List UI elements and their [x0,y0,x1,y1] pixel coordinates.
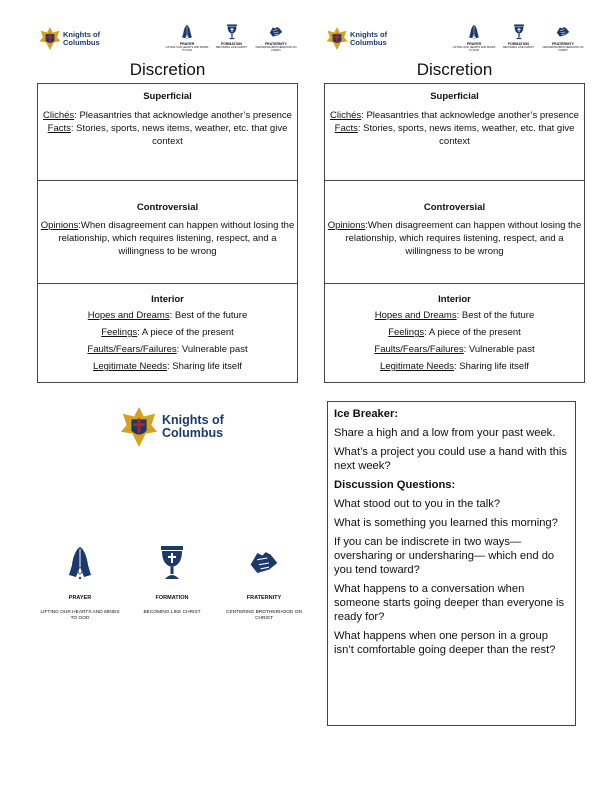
logo-line2: Columbus [162,426,224,440]
pillar-fraternity [541,24,585,52]
cliches-line [325,109,584,122]
icebreaker-item: Share a high and a low from your past week. [334,427,556,439]
pillars-row-large [38,545,306,622]
facts-line [38,122,297,148]
logo-line2: Columbus [350,37,387,47]
pillars-row [165,24,298,52]
cliches-term: Clichés [330,110,362,121]
interior-item [325,360,584,373]
icebreaker-heading: Ice Breaker: [334,408,399,420]
opinions-term: Opinions [40,220,79,231]
interior-text: : Sharing life itself [166,361,242,372]
opinions-line [325,219,584,258]
kofc-emblem-icon [120,406,158,448]
kofc-logo [39,26,100,51]
logo-line1: Knights of [350,29,388,39]
pillar-subtitle: CENTERING BROTHERHOOD ON CHRIST [226,610,302,621]
interior-item [325,343,584,356]
discretion-card-left [37,24,298,383]
interior-term: Faults/Fears/Failures [87,344,177,355]
section-interior [38,284,297,382]
facts-term: Facts [334,123,358,134]
discretion-table [37,83,298,383]
handshake-icon [269,24,283,40]
facts-text: : Stories, sports, news items, weather, etc. that give context [70,123,288,147]
interior-item [325,309,584,322]
section-heading: Superficial [143,91,192,102]
chalice-icon [512,24,526,40]
interior-item [38,360,297,373]
pillar-subtitle: LIFTING OUR HEARTS AND MINDS TO GOD [40,610,120,621]
pillar-formation [210,24,254,52]
interior-item [38,326,297,339]
praying-hands-icon [65,545,95,581]
section-heading: Controversial [136,202,199,213]
pillar-title: FORMATION [155,595,189,601]
discussion-item: What happens when one person in a group isn’t comfortable going deeper than the rest? [334,630,556,656]
pillar-subtitle: BECOMING LIKE CHRIST [216,46,247,49]
discussion-box [327,401,576,726]
section-heading: Interior [438,294,471,305]
interior-term: Legitimate Needs [380,361,454,372]
chalice-icon [157,545,187,581]
interior-term: Hopes and Dreams [87,310,170,321]
section-interior [325,284,584,382]
pillar-subtitle: CENTERING BROTHERHOOD ON CHRIST [542,46,584,52]
interior-term: Feelings [388,327,425,338]
opinions-text: :When disagreement can happen without losing the relationship, which requires listening, respect, and a willingness to be wrong [345,220,582,257]
pillars-row [452,24,585,52]
pillar-subtitle: LIFTING OUR HEARTS AND MINDS TO GOD [165,46,209,52]
pillar-formation [497,24,541,52]
pillar-prayer [38,545,122,622]
section-heading: Interior [151,294,184,305]
kofc-logo-large [120,406,224,448]
pillar-subtitle: LIFTING OUR HEARTS AND MINDS TO GOD [452,46,496,52]
pillar-title: PRAYER [179,42,195,46]
logo-line2: Columbus [63,37,100,47]
cliches-line [38,109,297,122]
discussion-item: What happens to a conversation when someone starts going deeper than everyone is ready for? [334,583,565,623]
section-controversial [325,181,584,284]
pillar-title: PRAYER [68,595,92,601]
discretion-card-right [324,24,585,383]
pillar-prayer [452,24,496,52]
pillar-title: FRATERNITY [265,42,287,46]
card-title: Discretion [416,60,493,79]
pillar-subtitle: CENTERING BROTHERHOOD ON CHRIST [255,46,297,52]
interior-term: Hopes and Dreams [374,310,457,321]
section-heading: Superficial [430,91,479,102]
facts-term: Facts [47,123,71,134]
card-header [37,24,298,59]
chalice-icon [225,24,239,40]
interior-text: : Vulnerable past [176,344,248,355]
interior-term: Legitimate Needs [93,361,167,372]
cliches-text: : Pleasantries that acknowledge another’s presence [74,110,292,121]
facts-text: : Stories, sports, news items, weather, etc. that give context [357,123,575,147]
discussion-item: If you can be indiscrete in two ways—oversharing or undersharing— which end do you tend toward? [334,536,555,576]
cliches-term: Clichés [43,110,75,121]
discretion-table [324,83,585,383]
logo-line1: Knights of [63,29,101,39]
card-title: Discretion [129,60,206,79]
section-heading: Controversial [423,202,486,213]
section-superficial [38,84,297,181]
icebreaker-item: What’s a project you could use a hand with this next week? [334,446,567,472]
pillar-fraternity [222,545,306,622]
pillar-title: PRAYER [466,42,482,46]
interior-item [325,326,584,339]
praying-hands-icon [467,24,481,40]
interior-text: : Best of the future [456,310,535,321]
interior-item [38,343,297,356]
handshake-icon [556,24,570,40]
section-controversial [38,181,297,284]
praying-hands-icon [180,24,194,40]
pillar-title: FRATERNITY [552,42,574,46]
discussion-heading: Discussion Questions: [334,479,456,491]
card-header [324,24,585,59]
section-superficial [325,84,584,181]
pillar-title: FORMATION [508,42,529,46]
interior-text: : Vulnerable past [463,344,535,355]
opinions-term: Opinions [327,220,366,231]
cliches-text: : Pleasantries that acknowledge another’s presence [361,110,579,121]
pillar-prayer [165,24,209,52]
discussion-item: What is something you learned this morning? [334,517,558,529]
interior-text: : A piece of the present [424,327,521,338]
interior-term: Faults/Fears/Failures [374,344,464,355]
interior-term: Feelings [101,327,138,338]
interior-item [38,309,297,322]
pillar-title: FORMATION [221,42,242,46]
kofc-logo [326,26,387,51]
interior-text: : Sharing life itself [453,361,529,372]
kofc-emblem-icon [326,26,348,51]
pillar-subtitle: BECOMING LIKE CHRIST [143,610,201,615]
pillar-fraternity [254,24,298,52]
interior-text: : Best of the future [169,310,248,321]
logo-line1: Knights of [162,413,224,427]
pillar-formation [130,545,214,622]
discussion-item: What stood out to you in the talk? [334,498,501,510]
handshake-icon [249,545,279,581]
pillar-title: FRATERNITY [246,595,282,601]
opinions-line [38,219,297,258]
opinions-text: :When disagreement can happen without losing the relationship, which requires listening, respect, and a willingness to be wrong [58,220,295,257]
interior-text: : A piece of the present [137,327,234,338]
pillar-subtitle: BECOMING LIKE CHRIST [503,46,534,49]
facts-line [325,122,584,148]
kofc-emblem-icon [39,26,61,51]
